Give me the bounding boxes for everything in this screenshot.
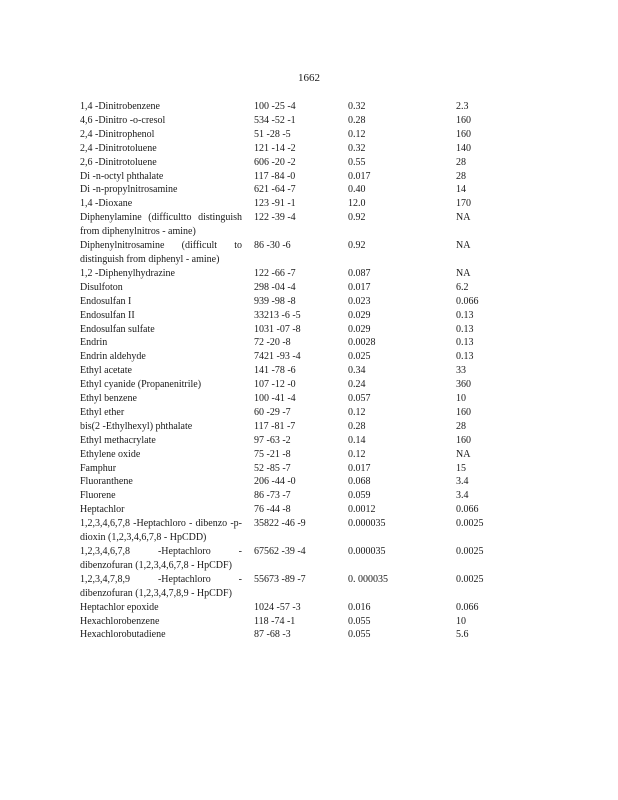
value-1: 0.017 bbox=[348, 462, 371, 474]
table-row bbox=[80, 364, 540, 378]
table-row bbox=[80, 573, 540, 601]
value-2: 5.6 bbox=[456, 629, 469, 641]
cas-number: 51 -28 -5 bbox=[254, 128, 291, 140]
value-1: 0.029 bbox=[348, 323, 371, 335]
chemical-name: Endrin aldehyde bbox=[80, 351, 146, 363]
table-row bbox=[80, 475, 540, 489]
value-2: 3.4 bbox=[456, 476, 469, 488]
table-row bbox=[80, 601, 540, 615]
table-row bbox=[80, 336, 540, 350]
value-2: 0.0025 bbox=[456, 546, 484, 557]
table-row bbox=[80, 142, 540, 156]
chemical-name: Heptachlor bbox=[80, 504, 125, 516]
value-1: 0.087 bbox=[348, 267, 371, 279]
table-row bbox=[80, 183, 540, 197]
value-2: 160 bbox=[456, 406, 471, 418]
value-2: 2.3 bbox=[456, 101, 469, 112]
value-2: 0.066 bbox=[456, 601, 479, 613]
chemical-name: 1,2,3,4,6,7,8 -Heptachloro - dibenzofuran (1,2,3,4,6,7,8 - HpCDF) bbox=[80, 546, 242, 571]
value-1: 0.059 bbox=[348, 490, 371, 502]
cas-number: 122 -39 -4 bbox=[254, 212, 296, 224]
chemical-name: Endrin bbox=[80, 337, 108, 349]
cas-number: 117 -84 -0 bbox=[254, 170, 296, 182]
table-row bbox=[80, 462, 540, 476]
value-2: 160 bbox=[456, 114, 471, 126]
chemical-name: Endosulfan I bbox=[80, 295, 132, 307]
table-row bbox=[80, 309, 540, 323]
value-1: 0.0012 bbox=[348, 504, 376, 516]
cas-number: 76 -44 -8 bbox=[254, 504, 291, 516]
value-2: NA bbox=[456, 448, 471, 460]
chemical-name: Fluorene bbox=[80, 490, 116, 502]
table-row bbox=[80, 323, 540, 337]
value-2: 170 bbox=[456, 198, 471, 210]
value-2: 10 bbox=[456, 615, 466, 627]
chemical-name: 4,6 -Dinitro -o-cresol bbox=[80, 114, 166, 126]
table-row bbox=[80, 517, 540, 545]
table-row bbox=[80, 170, 540, 184]
chemical-name: Disulfoton bbox=[80, 281, 123, 293]
cas-number: 107 -12 -0 bbox=[254, 379, 296, 391]
value-1: 0.24 bbox=[348, 379, 366, 391]
table-row bbox=[80, 503, 540, 517]
cas-number: 123 -91 -1 bbox=[254, 198, 296, 210]
value-2: 0.13 bbox=[456, 351, 474, 363]
cas-number: 621 -64 -7 bbox=[254, 184, 296, 196]
value-1: 0.000035 bbox=[348, 518, 386, 530]
value-1: 0.068 bbox=[348, 476, 371, 488]
chemical-name: Ethylene oxide bbox=[80, 448, 141, 460]
chemical-name: 1,2,3,4,7,8,9 -Heptachloro - dibenzofuran (1,2,3,4,7,8,9 - HpCDF) bbox=[80, 573, 242, 599]
value-1: 0.023 bbox=[348, 295, 371, 307]
value-2: 160 bbox=[456, 434, 471, 446]
cas-number: 52 -85 -7 bbox=[254, 462, 291, 474]
value-2: 140 bbox=[456, 142, 471, 154]
chemical-name: Diphenylamine (difficultto distinguish from diphenylnitros - amine) bbox=[80, 212, 242, 238]
chemical-name: Di -n-octyl phthalate bbox=[80, 170, 164, 182]
cas-number: 87 -68 -3 bbox=[254, 629, 291, 641]
value-2: 6.2 bbox=[456, 281, 469, 293]
value-2: 28 bbox=[456, 156, 466, 168]
table-row bbox=[80, 448, 540, 462]
value-1: 0.12 bbox=[348, 406, 366, 418]
table-row bbox=[80, 281, 540, 295]
value-2: 0.066 bbox=[456, 295, 479, 307]
chemical-name: 1,4 -Dioxane bbox=[80, 198, 133, 210]
chemical-name: bis(2 -Ethylhexyl) phthalate bbox=[80, 420, 193, 432]
value-1: 0.000035 bbox=[348, 546, 386, 557]
value-2: NA bbox=[456, 240, 471, 252]
value-1: 0.017 bbox=[348, 170, 371, 182]
value-1: 0. 000035 bbox=[348, 573, 388, 585]
table-row bbox=[80, 392, 540, 406]
table-row bbox=[80, 128, 540, 142]
cas-number: 86 -73 -7 bbox=[254, 490, 291, 502]
cas-number: 35822 -46 -9 bbox=[254, 518, 306, 530]
chemical-table bbox=[80, 100, 540, 642]
value-2: 28 bbox=[456, 420, 466, 432]
value-1: 0.55 bbox=[348, 156, 366, 168]
value-2: 0.13 bbox=[456, 323, 474, 335]
value-1: 0.34 bbox=[348, 365, 366, 377]
chemical-name: Fluoranthene bbox=[80, 476, 133, 488]
chemical-name: Hexachlorobenzene bbox=[80, 615, 160, 627]
cas-number: 72 -20 -8 bbox=[254, 337, 291, 349]
cas-number: 60 -29 -7 bbox=[254, 406, 291, 418]
chemical-name: Famphur bbox=[80, 462, 117, 474]
value-1: 0.12 bbox=[348, 128, 366, 140]
table-row bbox=[80, 434, 540, 448]
cas-number: 118 -74 -1 bbox=[254, 615, 296, 627]
cas-number: 298 -04 -4 bbox=[254, 281, 296, 293]
table-row bbox=[80, 545, 540, 573]
value-2: 0.0025 bbox=[456, 518, 484, 530]
value-1: 0.92 bbox=[348, 212, 366, 224]
cas-number: 606 -20 -2 bbox=[254, 156, 296, 168]
value-1: 0.32 bbox=[348, 142, 366, 154]
value-2: 0.13 bbox=[456, 309, 474, 321]
value-2: NA bbox=[456, 267, 471, 279]
chemical-name: 2,6 -Dinitrotoluene bbox=[80, 156, 157, 168]
value-1: 0.017 bbox=[348, 281, 371, 293]
table-row bbox=[80, 406, 540, 420]
chemical-name: 2,4 -Dinitrophenol bbox=[80, 128, 155, 140]
value-1: 0.025 bbox=[348, 351, 371, 363]
cas-number: 75 -21 -8 bbox=[254, 448, 291, 460]
value-1: 0.057 bbox=[348, 393, 371, 405]
value-1: 0.28 bbox=[348, 420, 366, 432]
cas-number: 97 -63 -2 bbox=[254, 434, 291, 446]
value-1: 0.055 bbox=[348, 629, 371, 641]
table-row bbox=[80, 197, 540, 211]
value-2: 0.066 bbox=[456, 504, 479, 516]
table-row bbox=[80, 211, 540, 239]
cas-number: 206 -44 -0 bbox=[254, 476, 296, 488]
chemical-name: 1,4 -Dinitrobenzene bbox=[80, 101, 160, 112]
value-2: NA bbox=[456, 212, 471, 224]
chemical-name: 1,2 -Diphenylhydrazine bbox=[80, 267, 175, 279]
table-row bbox=[80, 378, 540, 392]
cas-number: 100 -25 -4 bbox=[254, 101, 296, 112]
table-row bbox=[80, 267, 540, 281]
chemical-name: Di -n-propylnitrosamine bbox=[80, 184, 178, 196]
chemical-name: Ethyl benzene bbox=[80, 393, 137, 405]
chemical-name: Heptachlor epoxide bbox=[80, 601, 159, 613]
table-row bbox=[80, 420, 540, 434]
value-2: 10 bbox=[456, 393, 466, 405]
value-1: 0.28 bbox=[348, 114, 366, 126]
table-row bbox=[80, 295, 540, 309]
cas-number: 55673 -89 -7 bbox=[254, 573, 306, 585]
value-2: 15 bbox=[456, 462, 466, 474]
value-1: 0.12 bbox=[348, 448, 366, 460]
value-2: 3.4 bbox=[456, 490, 469, 502]
table-row bbox=[80, 239, 540, 267]
cas-number: 67562 -39 -4 bbox=[254, 546, 306, 557]
table-row bbox=[80, 100, 540, 114]
value-2: 33 bbox=[456, 365, 466, 377]
chemical-name: Ethyl acetate bbox=[80, 365, 132, 377]
page-number: 1662 bbox=[298, 72, 320, 84]
value-2: 0.13 bbox=[456, 337, 474, 349]
chemical-name: Endosulfan II bbox=[80, 309, 135, 321]
value-1: 0.016 bbox=[348, 601, 371, 613]
value-1: 0.055 bbox=[348, 615, 371, 627]
cas-number: 122 -66 -7 bbox=[254, 267, 296, 279]
value-1: 0.40 bbox=[348, 184, 366, 196]
chemical-name: Ethyl ether bbox=[80, 406, 125, 418]
value-2: 0.0025 bbox=[456, 573, 484, 585]
cas-number: 86 -30 -6 bbox=[254, 240, 291, 252]
cas-number: 100 -41 -4 bbox=[254, 393, 296, 405]
value-1: 0.0028 bbox=[348, 337, 376, 349]
cas-number: 141 -78 -6 bbox=[254, 365, 296, 377]
value-1: 0.32 bbox=[348, 101, 366, 112]
chemical-name: Diphenylnitrosamine (difficult to distinguish from diphenyl - amine) bbox=[80, 240, 242, 265]
value-1: 12.0 bbox=[348, 198, 366, 210]
table-row bbox=[80, 615, 540, 629]
cas-number: 121 -14 -2 bbox=[254, 142, 296, 154]
cas-number: 534 -52 -1 bbox=[254, 114, 296, 126]
chemical-name: Endosulfan sulfate bbox=[80, 323, 155, 335]
table-row bbox=[80, 114, 540, 128]
value-2: 360 bbox=[456, 379, 471, 391]
cas-number: 1031 -07 -8 bbox=[254, 323, 301, 335]
value-2: 160 bbox=[456, 128, 471, 140]
chemical-name: 2,4 -Dinitrotoluene bbox=[80, 142, 157, 154]
value-2: 14 bbox=[456, 184, 466, 196]
chemical-name: Ethyl cyanide (Propanenitrile) bbox=[80, 379, 202, 391]
chemical-name: Ethyl methacrylate bbox=[80, 434, 156, 446]
cas-number: 117 -81 -7 bbox=[254, 420, 296, 432]
value-1: 0.14 bbox=[348, 434, 366, 446]
table-row bbox=[80, 156, 540, 170]
cas-number: 939 -98 -8 bbox=[254, 295, 296, 307]
table-row bbox=[80, 350, 540, 364]
table-row bbox=[80, 489, 540, 503]
cas-number: 1024 -57 -3 bbox=[254, 601, 301, 613]
value-2: 28 bbox=[456, 170, 466, 182]
value-1: 0.92 bbox=[348, 240, 366, 252]
chemical-name: 1,2,3,4,6,7,8 -Heptachloro - dibenzo -p-dioxin (1,2,3,4,6,7,8 - HpCDD) bbox=[80, 518, 242, 544]
cas-number: 33213 -6 -5 bbox=[254, 309, 301, 321]
value-1: 0.029 bbox=[348, 309, 371, 321]
cas-number: 7421 -93 -4 bbox=[254, 351, 301, 363]
table-row bbox=[80, 628, 540, 642]
chemical-name: Hexachlorobutadiene bbox=[80, 629, 166, 641]
